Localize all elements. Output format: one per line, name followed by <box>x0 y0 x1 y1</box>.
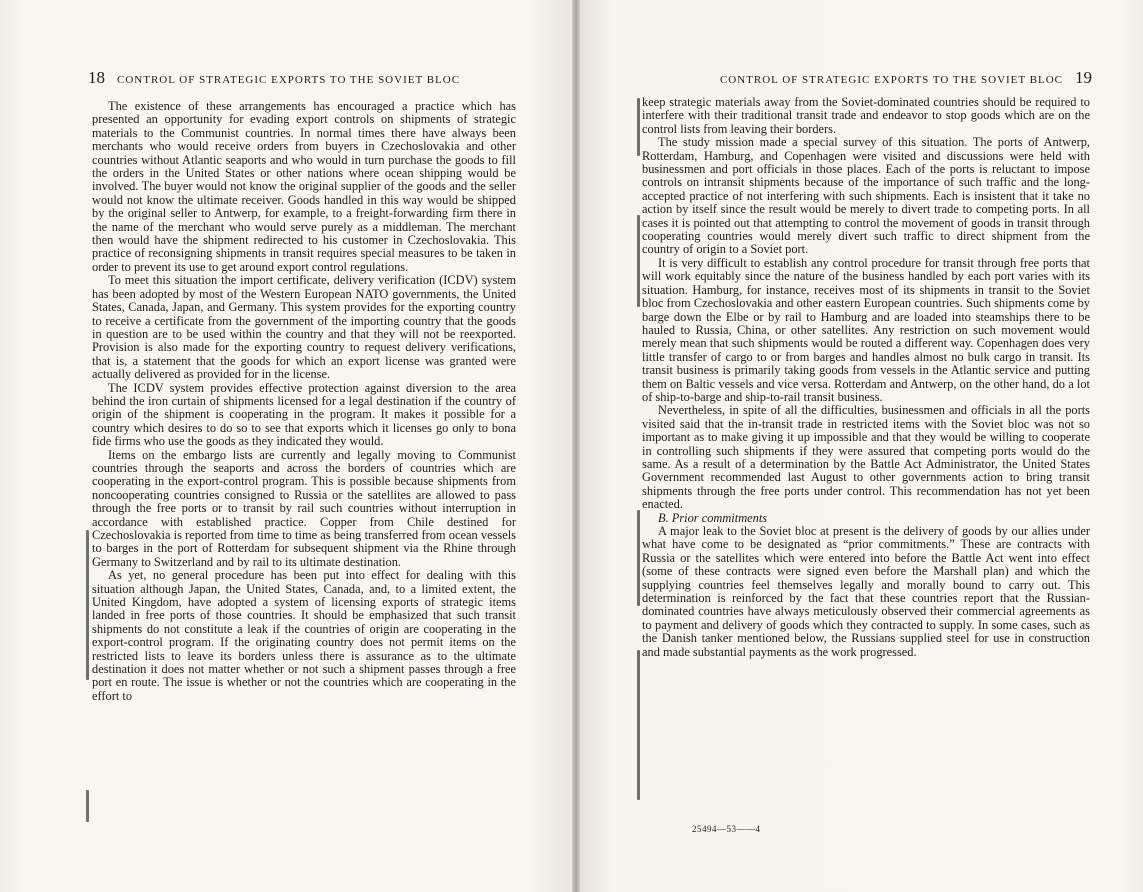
left-paragraph-5: As yet, no general procedure has been put into effect for dealing with this situation although Japan, the United States, Canada, and, to a limited extent, the United Kingdom, have adopted a system of licensing exports of strategic items landed in free ports of those countries. It should be emphasized that such transit shipments do not constitute a leak if the countries of origin are cooperating in the export-control program. If the originating country does not permit items on the restricted lists to leave its borders unless there is assurance as to the ultimate destination it does not matter whether or not such a shipment passes through a free port en route. The issue is whether or not the countries which are cooperating in the effort to <box>92 568 516 703</box>
print-code-footer: 25494—53——4 <box>692 824 761 834</box>
margin-marker <box>637 98 640 156</box>
right-continuation: keep strategic materials away from the Soviet-dominated countries should be required to interfere with their traditional transit trade and endeavor to stop goods which are on the control lists from leaving their borders. <box>642 95 1090 136</box>
left-running-head: CONTROL OF STRATEGIC EXPORTS TO THE SOVIET BLOC <box>117 74 461 86</box>
margin-marker <box>637 215 640 307</box>
right-page <box>580 0 1143 892</box>
left-paragraph-3: The ICDV system provides effective protection against diversion to the area behind the iron curtain of shipments licensed for a legal destination if the country of origin of the shipment is cooperating in the program. It makes it possible for a country which desires to do so to see that exports which it licenses go only to bona fide firms who use the goods as they indicated they would. <box>92 380 516 449</box>
right-paragraph-1: The study mission made a special survey of this situation. The ports of Antwerp, Rotterdam, Hamburg, and Copenhagen were visited and discussions were held with businessmen and port officials in those places. Each of the ports is reluctant to impose controls on intransit shipments because of the importance of such traffic and the long-accepted practice of not interfering with such shipments. Each is insistent that it take no action by itself since the result would be merely to divert trade to competing ports. In all cases it is pointed out that attempting to control the movement of goods in transit through cooperating countries would merely divert such traffic to direct shipment from the country of origin to a Soviet port. <box>642 135 1090 257</box>
margin-marker <box>86 790 89 822</box>
left-paragraph-4: Items on the embargo lists are currently and legally moving to Communist countries through the seaports and across the borders of countries which are cooperating in the export-control program. This is possible because shipments from noncooperating countries consigned to Russia or the satellites are allowed to pass through the free ports or to transit by rail such countries without interruption in accordance with established practice. Copper from Chile destined for Czechoslovakia is reported from time to time as being transferred from ocean vessels to barges in the port of Rotterdam for subsequent shipment via the Rhine through Germany to Switzerland and by rail to its ultimate destination. <box>92 447 516 569</box>
left-page-header <box>88 68 518 88</box>
margin-marker <box>637 510 640 606</box>
right-page-header <box>692 68 1092 88</box>
right-page-number: 19 <box>1075 68 1092 87</box>
right-paragraph-4: A major leak to the Soviet bloc at present is the delivery of goods by our allies under what have come to be designated as “prior commitments.” These are contracts with Russia or the satellites which were entered into before the Battle Act went into effect (some of these contracts were signed even before the Marshall plan) and which the supplying countries feel themselves legally and morally bound to carry out. This determination is reinforced by the fact that these countries report that the Russian-dominated countries have always meticulously observed their commercial agreements as to payment and delivery of goods which they contracted to supply. In some cases, such as the Danish tanker mentioned below, the Russians supplied steel for use in construction and made substantial payments as the work progressed. <box>642 524 1090 659</box>
left-paragraph-2: To meet this situation the import certificate, delivery verification (ICDV) system has been adopted by most of the Western European NATO governments, the United States, Canada, Japan, and Germany. This system provides for the exporting country to receive a certificate from the government of the importing country that the goods in question are to be used within the country and that they will not be reexported. Provision is also made for the exporting country to request delivery verifications, that is, a statement that the goods for which an export license was granted were actually delivered as provided for in the license. <box>92 273 516 382</box>
left-paragraph-1: The existence of these arrangements has encouraged a practice which has presented an opportunity for evading export controls on shipments of strategic materials to the Communist countries. In normal times there have always been merchants who would receive orders from buyers in Czechoslovakia and other countries without Atlantic seaports and who would in turn purchase the goods to fill the orders in the United States or other nations where ocean shipping would be involved. The buyer would not know the original supplier of the goods and the seller would not know the ultimate receiver. Goods handled in this way would be shipped by the original seller to Antwerp, for example, to a freight-forwarding firm there in the name of the merchant who would serve purely as a middleman. The merchant then would have the shipment redirected to his customer in Czechoslovakia. This practice of reconsigning shipments in transit requires special measures to be taken in order to prevent its use to get around export control regulations. <box>92 99 516 274</box>
left-page-number: 18 <box>88 68 105 87</box>
margin-marker <box>637 650 640 800</box>
book-gutter <box>572 0 580 892</box>
right-page-body <box>642 96 1090 659</box>
left-page-body <box>92 100 516 703</box>
right-paragraph-2: It is very difficult to establish any control procedure for transit through free ports that will work equitably since the nature of the business handled by each port varies with its situation. Hamburg, for instance, receives most of its shipments in transit to the Soviet bloc from Czechoslovakia and other eastern European countries. Such shipments come by barge down the Elbe or by rail to Hamburg and are loaded into steamships there to be hauled to Russia, China, or other satellites. Any restriction on such movement would merely mean that such shipments would be routed a different way. Copenhagen does very little transfer of cargo to or from barges and handles almost no bulk cargo in transit. Its transit business is primarily taking goods from vessels in the Atlantic service and putting them on Baltic vessels and vice versa. Rotterdam and Antwerp, on the other hand, do a lot of ship-to-barge and ship-to-rail transit business. <box>642 255 1090 404</box>
right-running-head: CONTROL OF STRATEGIC EXPORTS TO THE SOVIET BLOC <box>719 74 1063 86</box>
right-paragraph-3: Nevertheless, in spite of all the difficulties, businessmen and officials in all the ports visited said that the in-transit trade in restricted items with the Soviet bloc was not so important as to make giving it up impossible and that they would be willing to cooperate in controlling such shipments if they were assured that competing ports would do the same. As a result of a determination by the Battle Act Administrator, the United States Government recommended last August to other governments action to bring transit shipments through the free ports under control. This recommendation has not yet been enacted. <box>642 403 1090 512</box>
margin-marker <box>86 530 89 680</box>
section-subheading: B. Prior commitments <box>658 510 768 525</box>
